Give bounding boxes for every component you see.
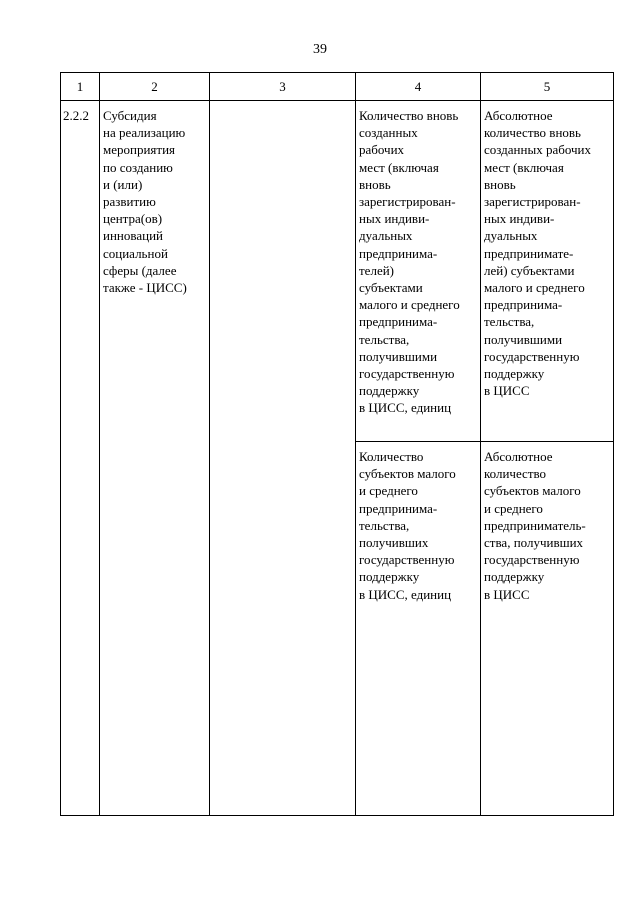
indicator-cell-2: [356, 442, 481, 816]
indicator-cell-1: [356, 101, 481, 442]
table-row: [61, 101, 614, 442]
method-cell-2: [481, 442, 614, 816]
row-code: 2.2.2: [63, 108, 89, 123]
document-table: [60, 72, 614, 816]
indicator-2-name: Количество субъектов малого и среднего предпринима- тельства, получивших государственную поддержку в ЦИСС, единиц: [359, 449, 456, 602]
header-cell-1: 1: [61, 73, 100, 101]
indicator-1-method: Абсолютное количество вновь созданных рабочих мест (включая вновь зарегистрирован- ных индиви- дуальных предпринимате- лей) субъектами малого и среднего предпринима- тельства, получившими государственную поддержку в ЦИСС: [484, 108, 591, 399]
table-header-row: [61, 73, 614, 101]
page-number: 39: [313, 42, 327, 57]
header-cell-5: 5: [481, 73, 614, 101]
header-cell-2: 2: [100, 73, 210, 101]
method-cell-1: [481, 101, 614, 442]
row-code-cell: [61, 101, 100, 816]
row-col3-cell: [210, 101, 356, 816]
header-cell-4: 4: [356, 73, 481, 101]
row-name: Субсидия на реализацию мероприятия по созданию и (или) развитию центра(ов) инноваций социальной сферы (далее также - ЦИСС): [103, 108, 187, 296]
indicator-1-name: Количество вновь созданных рабочих мест (включая вновь зарегистрирован- ных индиви- дуальных предпринима- телей) субъектами малого и среднего предпринима- тельства, получившими государственную поддержку в ЦИСС, единиц: [359, 108, 460, 416]
row-col3: [210, 101, 355, 111]
row-name-cell: [100, 101, 210, 816]
header-cell-3: 3: [210, 73, 356, 101]
indicator-2-method: Абсолютное количество субъектов малого и среднего предприниматель- ства, получивших государственную поддержку в ЦИСС: [484, 449, 586, 602]
